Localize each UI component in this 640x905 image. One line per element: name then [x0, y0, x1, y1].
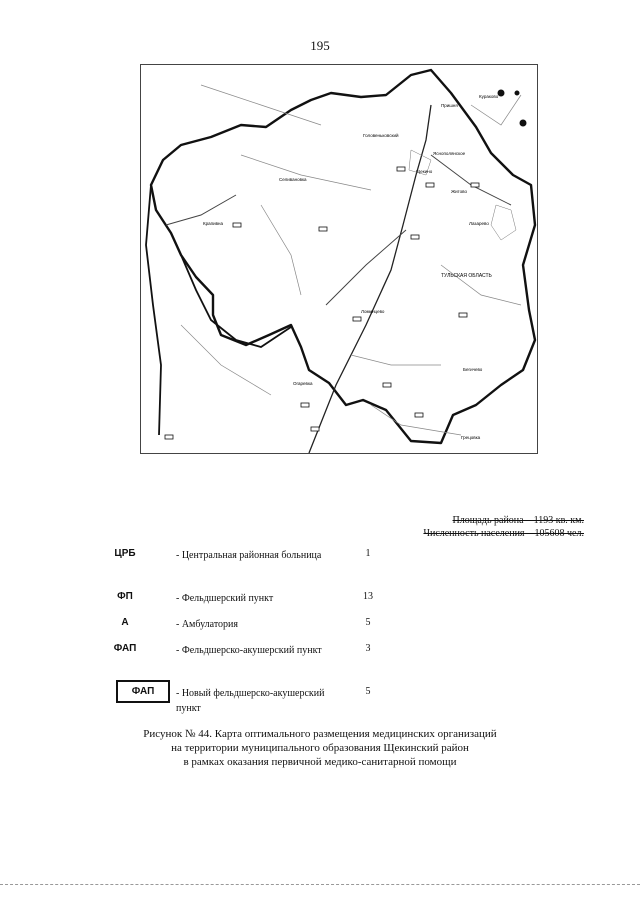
- caption-line: Рисунок № 44. Карта оптимального размещения медицинских организаций: [143, 728, 497, 740]
- legend-description: - Новый фельдшерско-акушерский пункт: [176, 688, 325, 714]
- left-boundary: [146, 185, 161, 435]
- legend-count: 5: [365, 617, 371, 628]
- map-place-label: Щекино: [416, 169, 433, 174]
- figure-caption: [0, 727, 640, 769]
- legend-count: 5: [365, 686, 371, 697]
- scan-artifact-line: [0, 884, 640, 887]
- legend-description: - Амбулатория: [176, 619, 239, 630]
- map-place-label: Головеньковский: [363, 133, 399, 138]
- district-area: Площадь района – 1193 кв. км.: [452, 515, 584, 526]
- caption-line: на территории муниципального образования Щекинский район: [171, 742, 469, 754]
- caption-line: в рамках оказания первичной медико-санитарной помощи: [183, 756, 457, 768]
- map-place-label: Огаревка: [293, 381, 313, 386]
- map-place-label: Лазарево: [469, 221, 489, 226]
- minor-roads: [181, 85, 521, 435]
- district-boundary: [151, 70, 535, 443]
- legend-count: 1: [365, 548, 371, 559]
- map-place-label: Житово: [451, 189, 468, 194]
- district-stats: [423, 514, 584, 540]
- legend-description: - Фельдшерско-акушерский пункт: [176, 645, 322, 656]
- page-number: 195: [310, 38, 330, 53]
- map-place-label: Ломинцево: [361, 309, 385, 314]
- district-map-drawing: [141, 65, 537, 453]
- legend-code-boxed: ФАП: [116, 680, 170, 703]
- map-place-label: Крапивна: [203, 221, 223, 226]
- legend-count: 3: [365, 643, 371, 654]
- map-region-label: ТУЛЬСКАЯ ОБЛАСТЬ: [441, 273, 492, 279]
- map-place-label: Грецовка: [461, 435, 481, 440]
- map-place-label: Кураково: [479, 94, 499, 99]
- district-map: [140, 64, 538, 454]
- district-population: Численность населения – 105608 чел.: [423, 528, 584, 539]
- main-road: [166, 155, 511, 305]
- legend-code: ФАП: [113, 643, 137, 654]
- legend-count: 13: [363, 591, 373, 602]
- map-place-label: Пришня: [441, 103, 458, 108]
- map-place-label: Яснополянское: [433, 151, 466, 156]
- map-place-label: Бегичево: [463, 367, 483, 372]
- railway-line: [309, 105, 431, 453]
- facility-markers: [165, 90, 526, 439]
- legend-code: ЦРБ: [114, 548, 136, 559]
- legend-code: ФП: [117, 591, 133, 602]
- legend-description: - Центральная районная больница: [176, 550, 322, 561]
- legend-description: - Фельдшерский пункт: [176, 593, 274, 604]
- legend-code: А: [121, 617, 129, 628]
- map-place-label: Селивановка: [279, 177, 307, 182]
